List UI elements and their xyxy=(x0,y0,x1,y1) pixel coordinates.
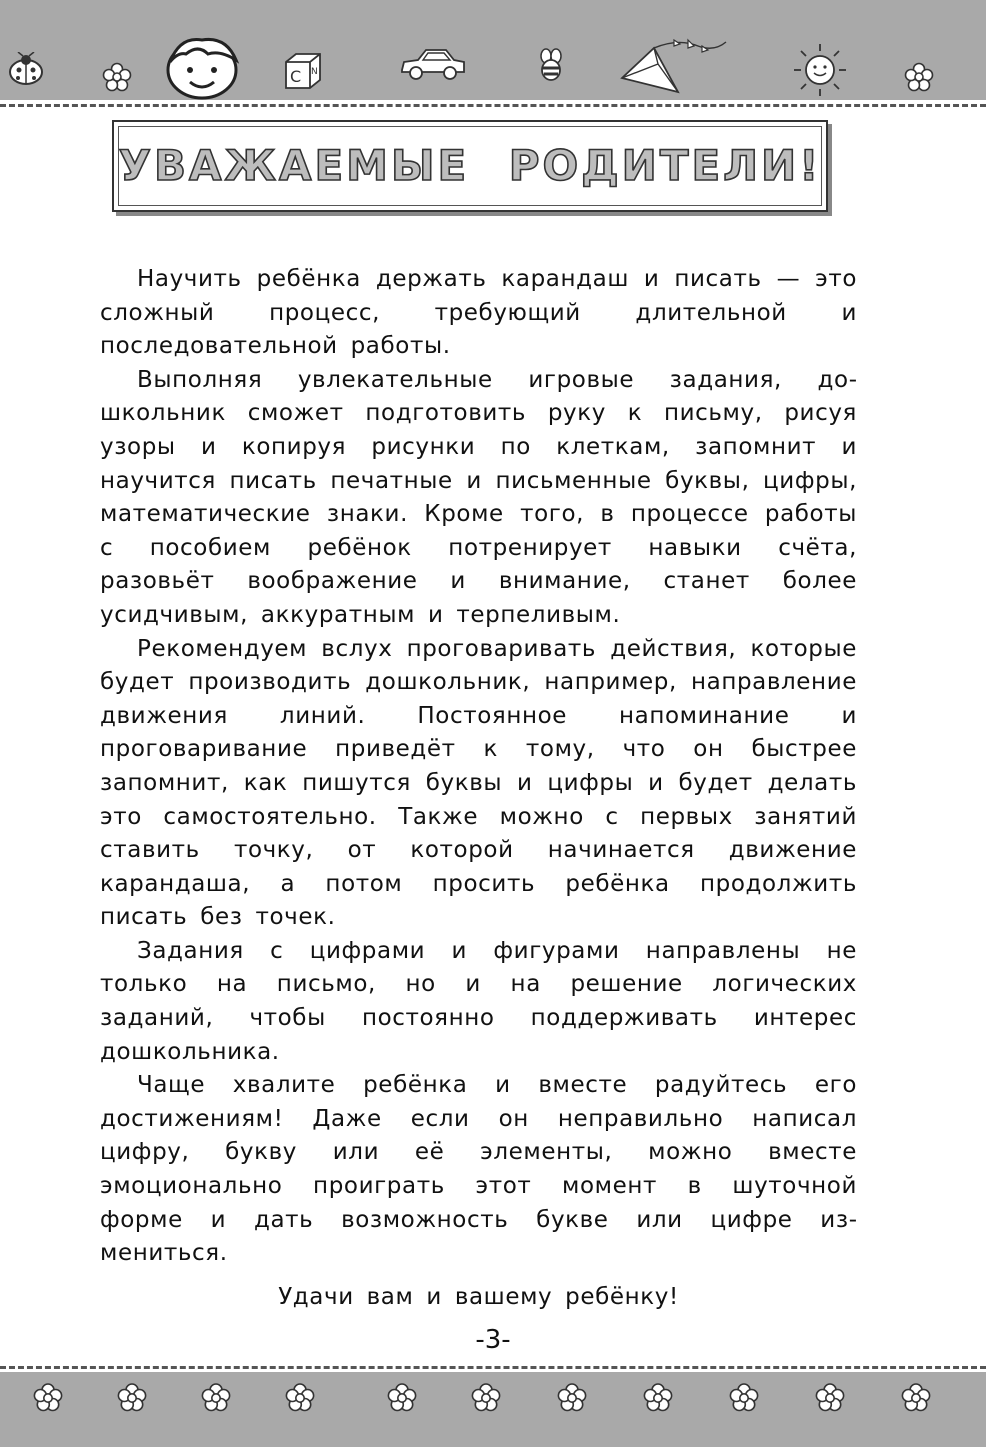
flower-icon xyxy=(34,1384,61,1411)
flower-icon xyxy=(388,1384,415,1411)
page-title: УВАЖАЕМЫЕ РОДИТЕЛИ! xyxy=(118,141,822,190)
car-icon xyxy=(398,46,468,82)
letter-block-icon xyxy=(282,50,324,92)
flower-icon xyxy=(904,62,934,92)
flower-icon xyxy=(102,62,132,92)
paragraph: Задания с цифрами и фигурами направлены не только на письмо, но и на решение логических заданий, чтобы постоянно поддерживать интерес дошкольника. xyxy=(100,937,857,1065)
bottom-dashed-divider xyxy=(0,1366,986,1369)
paragraph: Чаще хвалите ребёнка и вместе радуйтесь его достижениям! Даже если он неправильно написал цифру, букву или её элементы, можно вместе эмоционально проиграть этот момент в шуточной форме и дать возможность букве или цифре измениться. xyxy=(100,1072,857,1267)
flower-icon xyxy=(472,1384,499,1411)
flower-icon xyxy=(202,1384,229,1411)
closing-wish: Удачи вам и вашему ребёнку! xyxy=(278,1284,679,1310)
paragraph: Выполняя увлекательные игровые задания, дошкольник сможет подготовить руку к письму, рисуя узоры и копируя рисунки по клеткам, запомнит и научится писать печатные и письменные буквы, цифры, математические знаки. Кроме того, в процессе работы с пособием ребёнок потренирует навыки счёта, разовьёт воображение и внимание, станет более усидчивым, аккуратным и терпеливым. xyxy=(100,366,857,628)
kite-icon xyxy=(618,34,728,96)
flower-icon xyxy=(902,1384,929,1411)
flower-icon xyxy=(816,1384,843,1411)
body-text xyxy=(100,263,857,1271)
flower-icon xyxy=(558,1384,585,1411)
boy-face-icon xyxy=(160,30,244,100)
ladybug-icon xyxy=(4,52,48,86)
paragraph: Рекомендуем вслух проговаривать действия, которые будет производить дошкольник, например, направление движения линий. Постоянное напоминание и проговаривание приведёт к тому, что он быстрее запомнит, как пишутся буквы и цифры и будет делать это самостоятельно. Также можно с первых занятий ставить точку, от которой начинается движение карандаша, а потом просить ребёнка продолжить писать без точек. xyxy=(100,635,857,931)
title-banner xyxy=(112,120,828,212)
sun-icon xyxy=(792,42,848,98)
paragraph: Научить ребёнка держать карандаш и писать — это сложный процесс, требующий длительной и последовательной работы. xyxy=(100,266,857,360)
page-number: -3- xyxy=(475,1325,511,1355)
bee-icon xyxy=(534,48,568,82)
top-dashed-divider xyxy=(0,104,986,107)
flower-icon xyxy=(118,1384,145,1411)
flower-icon xyxy=(730,1384,757,1411)
svg-text:N: N xyxy=(311,67,318,77)
top-decor-band xyxy=(0,0,986,100)
flower-icon xyxy=(644,1384,671,1411)
bottom-decor-band xyxy=(0,1372,986,1447)
flower-row xyxy=(0,1372,986,1447)
svg-text:C: C xyxy=(290,67,302,86)
flower-icon xyxy=(286,1384,313,1411)
